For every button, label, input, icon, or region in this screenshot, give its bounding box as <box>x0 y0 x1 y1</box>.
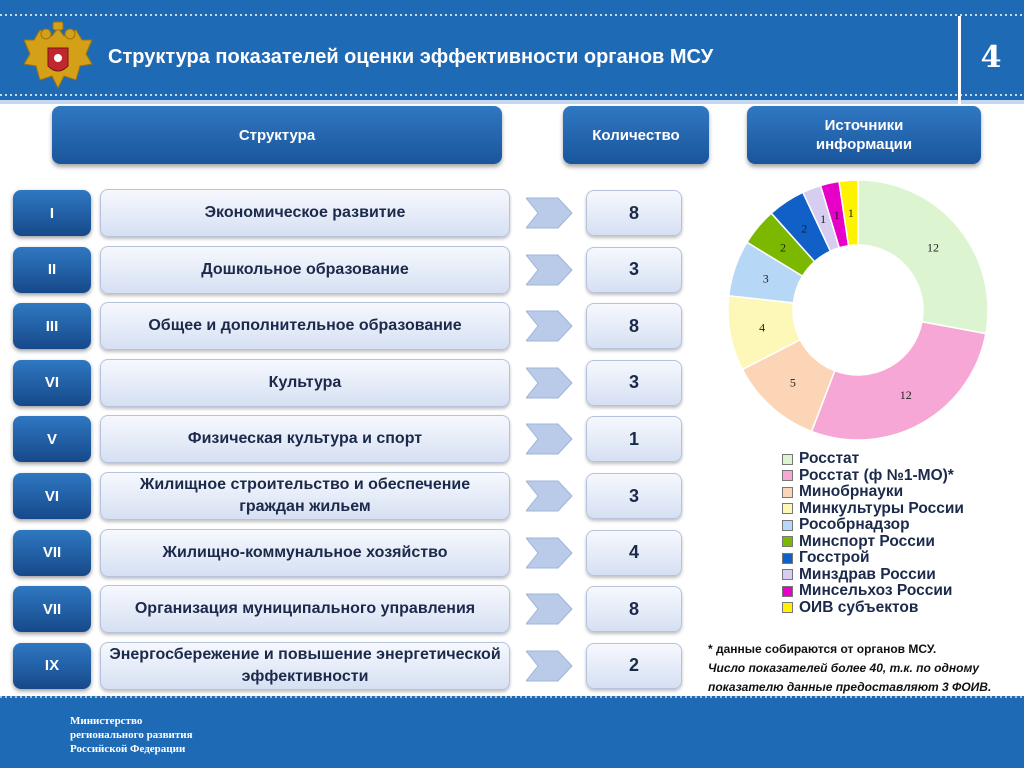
legend-item-7 <box>782 550 964 567</box>
chevron-right-icon <box>526 479 574 513</box>
legend-swatch <box>782 536 793 547</box>
legend-item-1 <box>782 451 964 468</box>
donut-data-label-6: 2 <box>780 240 787 255</box>
legend-item-2 <box>782 468 964 485</box>
footer-dotted-line <box>0 696 1024 698</box>
row-label-6[interactable]: Жилищное строительство и обеспечение граждан жильем <box>100 472 510 520</box>
footnote <box>708 640 1018 697</box>
row-number-4[interactable]: VI <box>13 360 91 406</box>
header-separator <box>958 16 961 104</box>
legend-label: ОИВ субъектов <box>799 598 919 616</box>
donut-data-label-4: 4 <box>759 320 766 335</box>
row-label-7[interactable]: Жилищно-коммунальное хозяйство <box>100 529 510 577</box>
legend-item-9 <box>782 583 964 600</box>
ministry-name <box>70 714 193 756</box>
donut-slice-1 <box>858 180 988 334</box>
row-count-7: 4 <box>586 530 682 576</box>
donut-data-label-7: 2 <box>801 221 808 236</box>
chevron-right-icon <box>526 196 574 230</box>
row-label-4[interactable]: Культура <box>100 359 510 407</box>
legend-label: Минобрнауки <box>799 483 904 501</box>
donut-data-label-1: 12 <box>926 240 939 255</box>
row-label-9[interactable]: Энергосбережение и повышение энергетической эффективности <box>100 642 510 690</box>
row-number-6[interactable]: VI <box>13 473 91 519</box>
legend-label: Госстрой <box>799 549 870 567</box>
structure-header-button[interactable] <box>52 106 502 164</box>
count-header-button[interactable] <box>563 106 709 164</box>
legend-swatch <box>782 553 793 564</box>
legend-item-10 <box>782 600 964 617</box>
coat-of-arms-icon <box>20 20 96 94</box>
chevron-right-icon <box>526 422 574 456</box>
chart-legend <box>782 451 964 616</box>
count-header-label: Количество <box>592 126 680 144</box>
legend-item-8 <box>782 567 964 584</box>
legend-label: Минсельхоз России <box>799 582 953 600</box>
row-count-2: 3 <box>586 247 682 293</box>
ministry-line2: регионального развития <box>70 729 193 741</box>
legend-label: Минспорт России <box>799 532 935 550</box>
donut-data-label-9: 1 <box>833 207 840 222</box>
legend-label: Минкультуры России <box>799 499 964 517</box>
donut-data-label-3: 5 <box>789 375 796 390</box>
legend-swatch <box>782 602 793 613</box>
row-label-3[interactable]: Общее и дополнительное образование <box>100 302 510 350</box>
chevron-right-icon <box>526 366 574 400</box>
row-count-3: 8 <box>586 303 682 349</box>
donut-data-label-8: 1 <box>820 211 827 226</box>
legend-label: Росстат (ф №1-МО)* <box>799 466 954 484</box>
chevron-right-icon <box>526 309 574 343</box>
page-number: 4 <box>980 40 1002 75</box>
chevron-right-icon <box>526 592 574 626</box>
row-count-8: 8 <box>586 586 682 632</box>
row-count-9: 2 <box>586 643 682 689</box>
sources-donut-chart <box>718 170 998 450</box>
row-number-2[interactable]: II <box>13 247 91 293</box>
legend-swatch <box>782 520 793 531</box>
ministry-line1: Министерство <box>70 715 143 727</box>
header-dotted-line-bottom <box>0 94 1024 96</box>
row-count-1: 8 <box>586 190 682 236</box>
donut-data-label-2: 12 <box>899 388 912 403</box>
legend-item-4 <box>782 501 964 518</box>
row-number-5[interactable]: V <box>13 416 91 462</box>
donut-data-label-5: 3 <box>762 271 769 286</box>
row-label-8[interactable]: Организация муниципального управления <box>100 585 510 633</box>
row-label-2[interactable]: Дошкольное образование <box>100 246 510 294</box>
row-label-5[interactable]: Физическая культура и спорт <box>100 415 510 463</box>
legend-swatch <box>782 503 793 514</box>
ministry-line3: Российской Федерации <box>70 743 186 755</box>
row-count-6: 3 <box>586 473 682 519</box>
structure-header-label: Структура <box>238 126 316 144</box>
legend-swatch <box>782 569 793 580</box>
sources-header-line1: Источники <box>824 117 904 134</box>
sources-header-button[interactable] <box>747 106 981 164</box>
legend-item-3 <box>782 484 964 501</box>
donut-data-label-10: 1 <box>847 205 854 220</box>
footnote-line1: * данные собираются от органов МСУ. <box>708 642 937 656</box>
legend-item-5 <box>782 517 964 534</box>
row-number-9[interactable]: IX <box>13 643 91 689</box>
row-count-5: 1 <box>586 416 682 462</box>
chevron-right-icon <box>526 649 574 683</box>
legend-label: Рособрнадзор <box>799 516 910 534</box>
sources-header-line2: информации <box>815 136 913 153</box>
donut-slice-2 <box>812 322 986 440</box>
row-count-4: 3 <box>586 360 682 406</box>
chevron-right-icon <box>526 536 574 570</box>
row-number-1[interactable]: I <box>13 190 91 236</box>
header-dotted-line-top <box>0 14 1024 16</box>
legend-swatch <box>782 470 793 481</box>
legend-label: Росстат <box>799 450 860 468</box>
row-label-1[interactable]: Экономическое развитие <box>100 189 510 237</box>
row-number-8[interactable]: VII <box>13 586 91 632</box>
footnote-line2: Число показателей более 40, т.к. по одному <box>708 661 980 675</box>
footnote-line3: показателю данные предоставляют 3 ФОИВ. <box>708 680 992 694</box>
row-number-3[interactable]: III <box>13 303 91 349</box>
legend-label: Минздрав России <box>799 565 936 583</box>
row-number-7[interactable]: VII <box>13 530 91 576</box>
legend-swatch <box>782 586 793 597</box>
page-title: Структура показателей оценки эффективности органов МСУ <box>108 46 714 68</box>
legend-item-6 <box>782 534 964 551</box>
legend-swatch <box>782 487 793 498</box>
chevron-right-icon <box>526 253 574 287</box>
legend-swatch <box>782 454 793 465</box>
